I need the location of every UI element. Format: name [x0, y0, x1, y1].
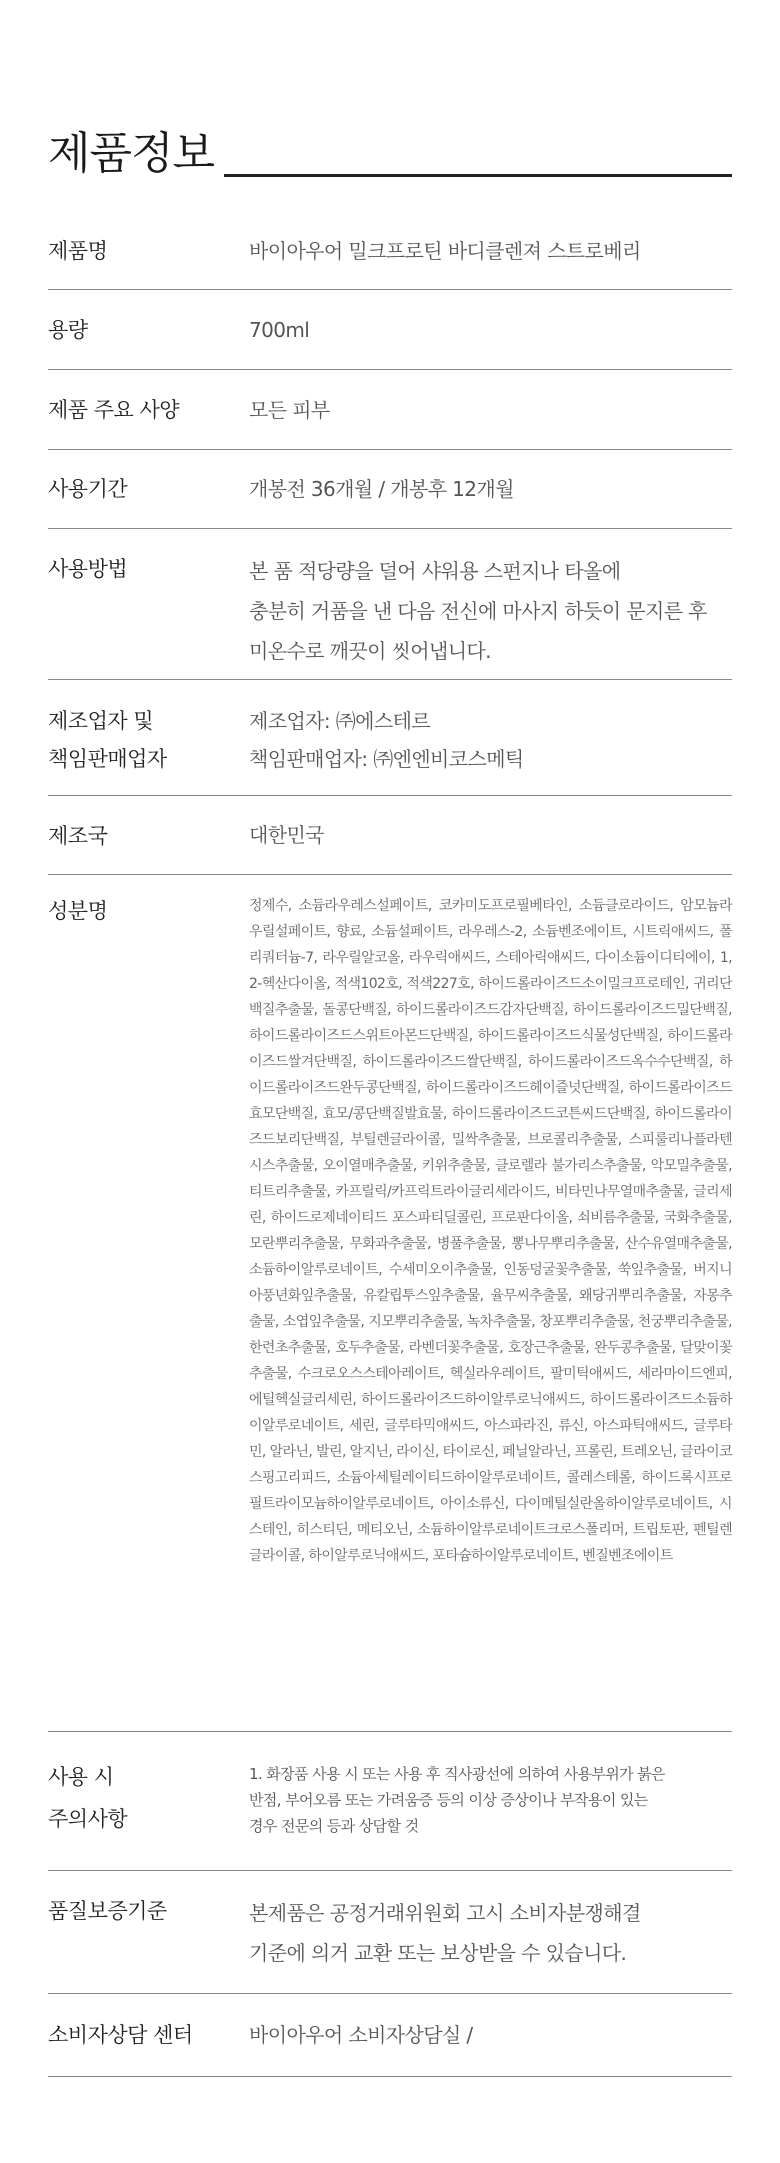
info-label: 사용방법 [48, 557, 128, 581]
info-value: 본제품은 공정거래위원회 고시 소비자분쟁해결 기준에 의거 교환 또는 보상받을 수 있습니다. [249, 1901, 641, 1965]
info-value: 제조업자: ㈜에스테르 책임판매업자: ㈜엔엔비코스메틱 [249, 709, 524, 771]
info-row-main-spec [48, 370, 732, 450]
info-value: 개봉전 36개월 / 개봉후 12개월 [249, 477, 514, 501]
info-value: 바이아우어 밀크프로틴 바디클렌져 스트로베리 [249, 239, 641, 263]
info-row-how-to-use [48, 529, 732, 680]
info-label: 사용기간 [48, 477, 128, 501]
info-row-precautions [48, 1732, 732, 1871]
info-value: 대한민국 [249, 823, 324, 847]
info-label: 제품명 [48, 239, 108, 263]
info-row-customer-center [48, 1994, 732, 2077]
info-value: 모든 피부 [249, 398, 330, 422]
info-label: 제품 주요 사양 [48, 398, 180, 422]
info-row-ingredients [48, 875, 732, 1732]
info-label: 성분명 [48, 899, 108, 923]
info-row-quality-guarantee [48, 1871, 732, 1994]
info-value: 본 품 적당량을 덜어 샤워용 스펀지나 타올에 충분히 거품을 낸 다음 전신에 마사지 하듯이 문지른 후 미온수로 깨끗이 씻어냅니다. [249, 559, 707, 663]
info-label: 용량 [48, 318, 88, 342]
info-value: 700ml [249, 318, 310, 342]
info-label: 사용 시 주의사항 [48, 1765, 128, 1831]
info-label: 제조국 [48, 824, 108, 848]
info-label: 품질보증기준 [48, 1899, 167, 1923]
info-row-volume [48, 290, 732, 370]
page-title: 제품정보 [48, 128, 215, 179]
ingredients-text: 정제수, 소듐라우레스설페이트, 코카미도프로필베타인, 소듐클로라이드, 암모늄라우릴설페이트, 향료, 소듐설페이트, 라우레스-2, 소듐벤조에이트, 시트릭애씨드, 폴리쿼터늄-7, 라우릴알코올, 라우릭애씨드, 스테아릭애씨드, 다이소듐이디티에이, 1,2-헥산다이올, 적색102호, 적색227호, 하이드롤라이즈드소이밀크프로테인, 귀리단백질추출물, 돌콩단백질, 하이드롤라이즈드감자단백질, 하이드롤라이즈드밀단백질, 하이드롤라이즈드스위트아몬드단백질, 하이드롤라이즈드식물성단백질, 하이드롤라이즈드쌀겨단백질, 하이드롤라이즈드쌀단백질, 하이드롤라이즈드옥수수단백질, 하이드롤라이즈드완두콩단백질, 하이드롤라이즈드헤이즐넛단백질, 하이드롤라이즈드효모단백질, 효모/콩단백질발효물, 하이드롤라이즈드코튼씨드단백질, 하이드롤라이즈드보리단백질, 부틸렌글라이콜, 밀싹추출물, 브로콜리추출물, 스피룰리나플라텐시스추출물, 오이열매추출물, 키위추출물, 클로렐라 불가리스추출물, 악모밀추출물, 티트리추출물, 카프릴릭/카프릭트라이글리세라이드, 비타민나무열매추출물, 글리세린, 하이드로제네이티드 포스파티딜콜린, 프로판다이올, 쇠비름추출물, 국화추출물, 모란뿌리추출물, 무화과추출물, 병풀추출물, 뽕나무뿌리추출물, 산수유열매추출물, 소듐하이알루로네이트, 수세미오이추출물, 인동덩굴꽃추출물, 쑥잎추출물, 버지니아풍년화잎추출물, 유칼립투스잎추출물, 율무씨추출물, 왜당귀뿌리추출물, 자몽추출물, 소엽잎추출물, 지모뿌리추출물, 녹차추출물, 창포뿌리추출물, 천궁뿌리추출물, 한련초추출물, 호두추출물, 라벤더꽃추출물, 호장근추출물, 완두콩추출물, 달맞이꽃추출물, 수크로오스스테아레이트, 헥실라우레이트, 팔미틱애씨드, 세라마이드엔피, 에틸헥실글리세린, 하이드롤라이즈드하이알루로닉애씨드, 하이드롤라이즈드소듐하이알루로네이트, 세린, 글루타믹애씨드, 아스파라진, 류신, 아스파틱애씨드, 글루타민, 알라닌, 발린, 알지닌, 라이신, 타이로신, 페닐알라닌, 프롤린, 트레오닌, 글라이코스핑고리피드, 소듐아세틸레이티드하이알루로네이트, 콜레스테롤, 하이드록시프로필트라이모늄하이알루로네이트, 아이소류신, 다이메틸실란올하이알루로네이트, 시스테인, 히스티딘, 메티오닌, 소듐하이알루로네이트크로스폴리머, 트립토판, 펜틸렌글라이콜, 하이알루로닉애씨드, 포타슘하이알루로네이트, 벤질벤조에이트 [249, 898, 732, 1564]
info-row-product-name [48, 213, 732, 290]
info-label: 소비자상담 센터 [48, 2023, 193, 2047]
info-row-usage-period [48, 450, 732, 529]
info-row-manufacturer [48, 680, 732, 796]
title-rule-divider [224, 174, 732, 177]
section-header [48, 124, 732, 184]
info-row-country [48, 796, 732, 875]
info-value: 바이아우어 소비자상담실 / [249, 2023, 473, 2047]
info-value: 1. 화장품 사용 시 또는 사용 후 직사광선에 의하여 사용부위가 붉은 반점, 부어오름 또는 가려움증 등의 이상 증상이나 부작용이 있는 경우 전문의 등과 상담할 것 [249, 1765, 665, 1835]
info-label: 제조업자 및 책임판매업자 [48, 709, 167, 771]
